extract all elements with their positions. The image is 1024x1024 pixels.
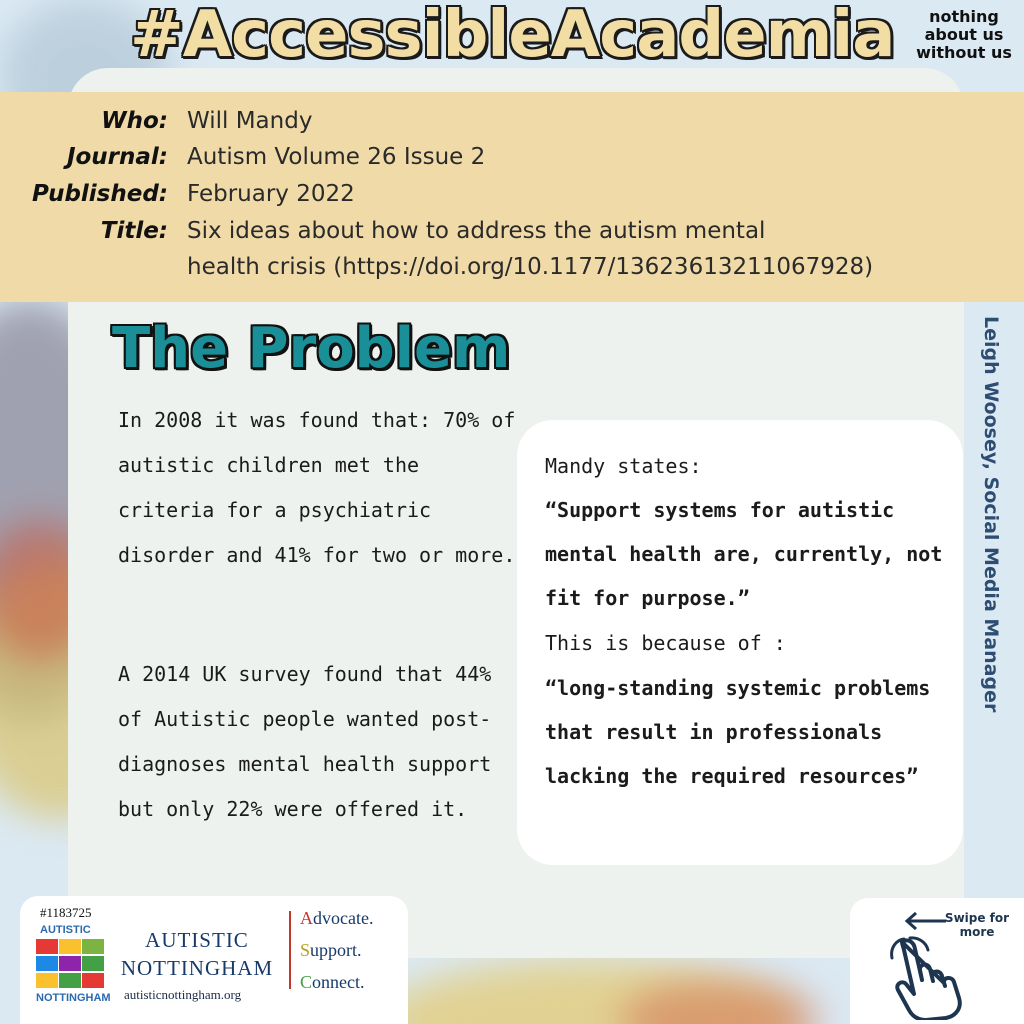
- tagline-support: [300, 940, 362, 961]
- published-value: February 2022: [187, 181, 355, 207]
- tagline-connect: [300, 972, 365, 993]
- tagline-connect-initial: C: [300, 972, 313, 992]
- motto: nothing about us without us: [916, 7, 1012, 62]
- divider: [289, 911, 291, 989]
- organization-url[interactable]: autisticnottingham.org: [124, 987, 242, 1002]
- tagline-advocate-rest: dvocate.: [313, 908, 374, 928]
- title-value-line2: health crisis (https://doi.org/10.1177/13623613211067928): [187, 254, 874, 280]
- title-value-line1: Six ideas about how to address the autism mental: [187, 218, 766, 244]
- title-label: Title:: [100, 218, 168, 244]
- who-value: Will Mandy: [187, 108, 313, 134]
- info-band: [0, 92, 1024, 302]
- tagline-support-initial: S: [300, 940, 311, 960]
- published-label: Published:: [32, 181, 168, 207]
- logo-grid-icon: [36, 939, 104, 989]
- journal-label: Journal:: [66, 144, 168, 170]
- charity-number: #1183725: [40, 905, 92, 920]
- hand-swipe-icon: [888, 936, 976, 1020]
- problem-paragraph-2: A 2014 UK survey found that 44% of Autistic people wanted post-diagnoses mental health support but only 22% were offered it.: [118, 662, 492, 821]
- organization-name: [112, 926, 282, 982]
- quote-because: This is because of :: [545, 631, 786, 655]
- author-credit-text: Leigh Woosey, Social Media Manager: [980, 316, 1002, 713]
- quote-2: “long-standing systemic problems that result in professionals lacking the required resources”: [545, 676, 931, 788]
- organization-name-line1: AUTISTIC: [145, 928, 249, 952]
- quote-intro: Mandy states:: [545, 454, 702, 478]
- organization-name-line2: NOTTINGHAM: [120, 956, 274, 980]
- section-heading: The Problem: [112, 316, 511, 381]
- tagline-support-rest: upport.: [310, 940, 362, 960]
- hashtag-title: #AccessibleAcademia: [130, 0, 895, 72]
- journal-value: Autism Volume 26 Issue 2: [187, 144, 486, 170]
- logo-bottom-word: NOTTINGHAM: [36, 992, 111, 1004]
- tagline-advocate-initial: A: [300, 908, 313, 928]
- problem-paragraph-1: In 2008 it was found that: 70% of autistic children met the criteria for a psychiatric disorder and 41% for two or more.: [118, 408, 516, 567]
- logo-top-word: AUTISTIC: [40, 924, 91, 936]
- who-label: Who:: [101, 108, 168, 134]
- swipe-label: Swipe for more: [944, 911, 1010, 939]
- tagline-connect-rest: onnect.: [312, 972, 365, 992]
- tagline-advocate: [300, 908, 373, 929]
- author-credit: [972, 316, 1012, 716]
- quote-1: “Support systems for autistic mental health are, currently, not fit for purpose.”: [545, 498, 943, 610]
